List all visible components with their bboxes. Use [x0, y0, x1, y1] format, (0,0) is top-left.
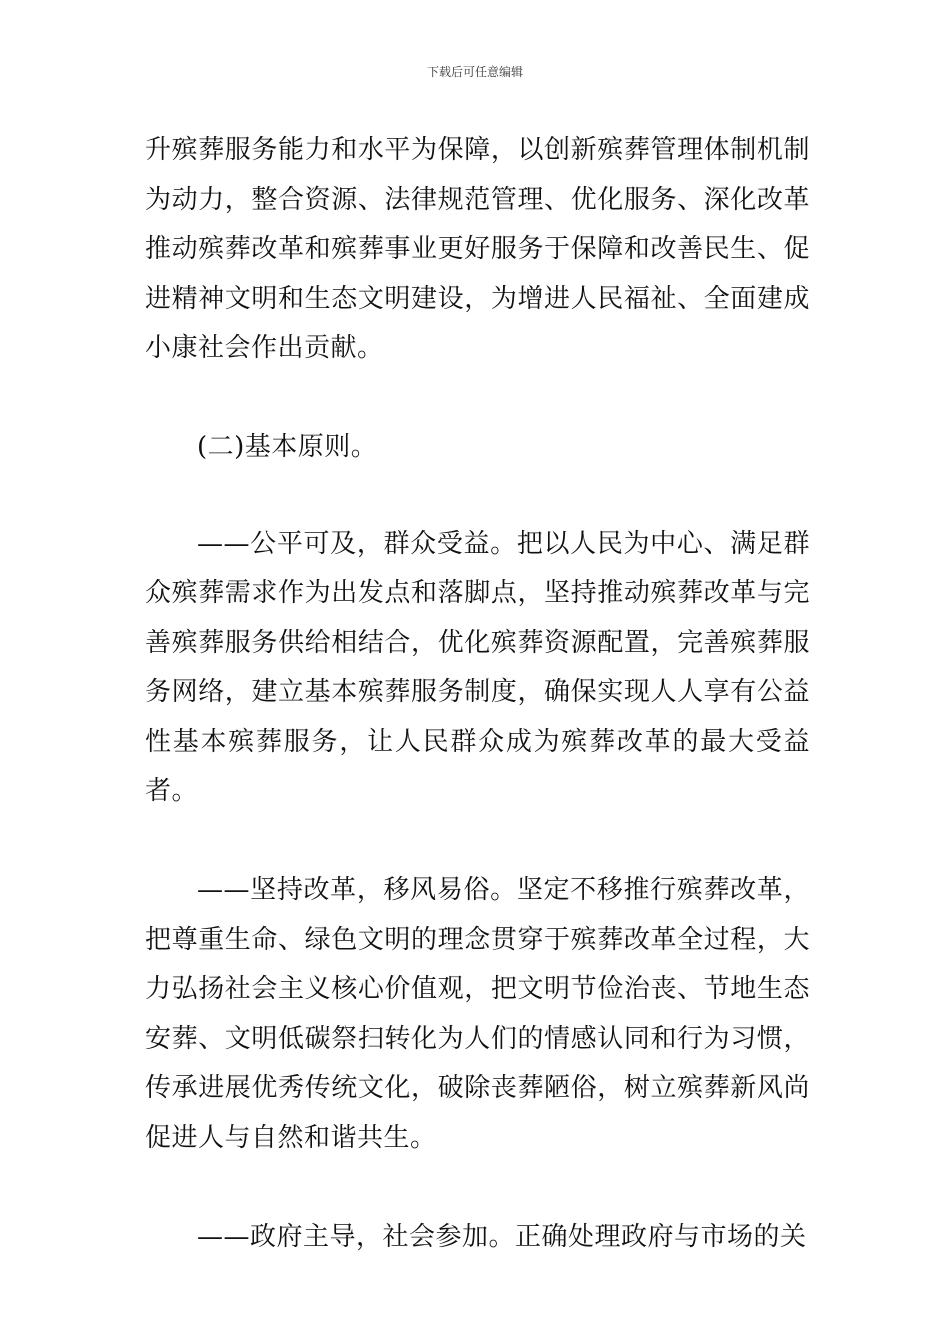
document-body [145, 126, 810, 1262]
paragraph-spacer [145, 817, 810, 867]
paragraph-principle-reform: ——坚持改革，移风易俗。坚定不移推行殡葬改革，把尊重生命、绿色文明的理念贯穿于殡葬改革全过程，大力弘扬社会主义核心价值观，把文明节俭治丧、节地生态安葬、文明低碳祭扫转化为人们的情感认同和行为习惯，传承进展优秀传统文化，破除丧葬陋俗，树立殡葬新风尚促进人与自然和谐共生。 [145, 875, 810, 1153]
paragraph-spacer [145, 473, 810, 520]
section-heading-basic-principles: (二)基本原则。 [197, 432, 378, 462]
paragraph-spacer [145, 374, 810, 424]
page-header-note: 下载后可任意编辑 [426, 65, 523, 79]
paragraph-principle-fairness: ——公平可及，群众受益。把以人民为中心、满足群众殡葬需求作为出发点和落脚点，坚持推动殡葬改革与完善殡葬服务供给相结合，优化殡葬资源配置，完善殡葬服务网络，建立基本殡葬服务制度，确保实现人人享有公益性基本殡葬服务，让人民群众成为殡葬改革的最大受益者。 [145, 528, 810, 806]
paragraph-goal-continuation: 升殡葬服务能力和水平为保障，以创新殡葬管理体制机制为动力，整合资源、法律规范管理、优化服务、深化改革推动殡葬改革和殡葬事业更好服务于保障和改善民生、促进精神文明和生态文明建设，为增进人民福祉、全面建成小康社会作出贡献。 [145, 135, 810, 363]
paragraph-principle-government-led: ——政府主导，社会参加。正确处理政府与市场的关 [197, 1221, 807, 1252]
paragraph-spacer [145, 1163, 810, 1213]
